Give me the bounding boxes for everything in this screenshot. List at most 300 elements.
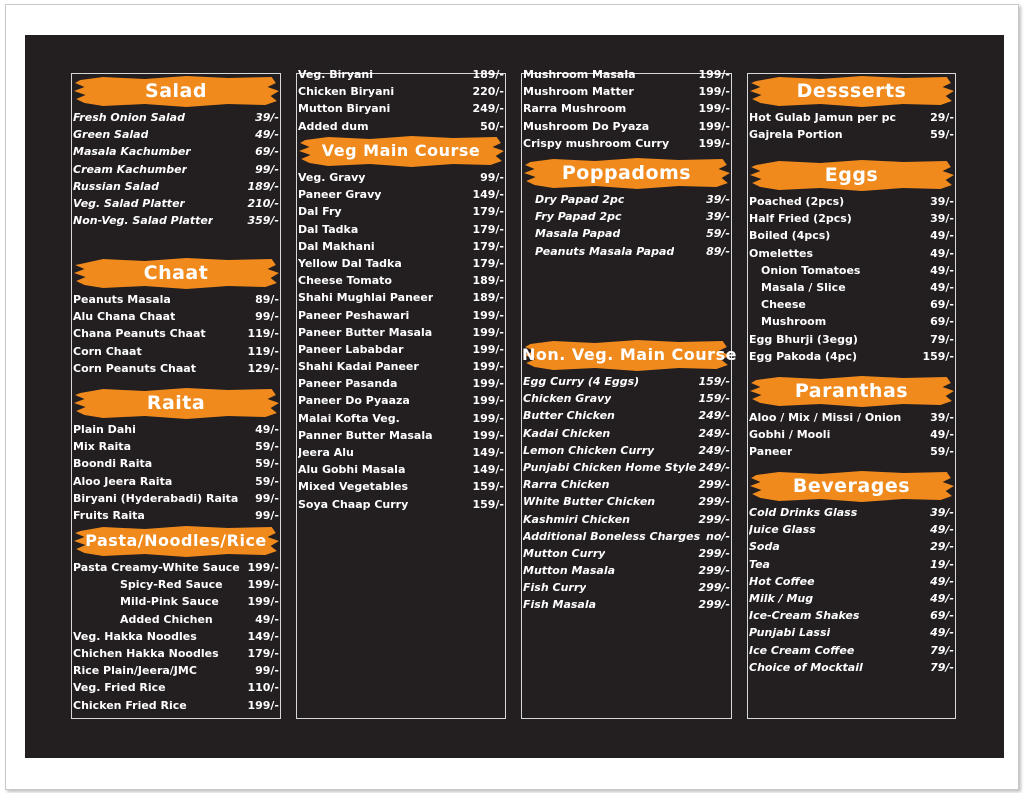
menu-item-list [522, 375, 731, 616]
menu-item-price: 99/- [255, 491, 279, 505]
section-title: Poppadoms [561, 162, 692, 184]
menu-item-price: 199/- [472, 342, 504, 356]
menu-item-price: 39/- [930, 195, 954, 208]
menu-item [522, 102, 731, 119]
menu-item-name: Boondi Raita [73, 457, 153, 471]
menu-item-price: 49/- [930, 428, 954, 442]
menu-item-name: Additional Boneless Charges [523, 529, 701, 543]
menu-item-name: Rarra Mushroom [523, 102, 627, 116]
menu-item [522, 137, 731, 154]
menu-item-list [522, 68, 731, 154]
menu-item-name: Crispy mushroom Curry [523, 136, 670, 150]
menu-item-name: Mix Raita [73, 440, 131, 454]
section-title: Beverages [792, 475, 911, 497]
menu-item-name: Cold Drinks Glass [749, 506, 858, 519]
menu-item [72, 647, 280, 664]
menu-item [72, 214, 280, 231]
menu-item-price: 59/- [255, 474, 279, 488]
menu-item-price: 110/- [247, 681, 279, 695]
menu-item [297, 326, 505, 343]
menu-item-name: Hot Coffee [749, 574, 815, 588]
menu-item-name: Chana Peanuts Chaat [73, 327, 206, 341]
section-title: Dessserts [796, 80, 907, 102]
menu-item [522, 478, 731, 495]
menu-item [72, 145, 280, 162]
menu-item [748, 411, 955, 428]
section-banner [748, 74, 955, 108]
menu-item-name: Ice-Cream Shakes [749, 609, 860, 623]
menu-item-name: Gobhi / Mooli [749, 428, 831, 442]
menu-item [748, 540, 955, 557]
menu-item-name: Fish Masala [523, 598, 597, 612]
menu-item [72, 492, 280, 509]
menu-item [72, 613, 280, 630]
menu-item [748, 575, 955, 592]
section-banner [522, 338, 737, 372]
menu-item-name: Dal Tadka [298, 222, 359, 236]
menu-item-price: 49/- [930, 626, 954, 640]
menu-item [297, 68, 505, 85]
menu-item-name: Veg. Gravy [298, 171, 366, 184]
menu-item [72, 440, 280, 457]
menu-item-price: 29/- [930, 540, 954, 554]
menu-item-price: 199/- [472, 411, 504, 425]
menu-item-list [72, 293, 280, 379]
section-banner [72, 256, 280, 290]
menu-item [72, 457, 280, 474]
menu-item-name: Butter Chicken [523, 409, 615, 423]
menu-item [297, 309, 505, 326]
menu-item [522, 547, 731, 564]
menu-item-price: 69/- [930, 298, 954, 312]
menu-item-price: 49/- [255, 612, 279, 626]
menu-item [72, 111, 280, 128]
menu-item-price: 89/- [706, 244, 730, 258]
menu-item [522, 581, 731, 598]
menu-column-2 [296, 68, 506, 719]
menu-item [748, 523, 955, 540]
menu-item-name: Alu Gobhi Masala [298, 463, 406, 477]
menu-item [297, 240, 505, 257]
menu-item-list [748, 111, 955, 145]
menu-item-price: 210/- [247, 196, 279, 210]
menu-item-name: Aloo / Mix / Missi / Onion [749, 411, 902, 424]
menu-item-name: Hot Gulab Jamun per pc [749, 111, 897, 124]
menu-item-price: 189/- [247, 179, 279, 193]
menu-item-name: Mushroom [761, 315, 827, 329]
section-banner [72, 524, 280, 558]
menu-section [748, 74, 955, 145]
menu-item-price: 159/- [472, 480, 504, 494]
menu-item-price: 299/- [698, 512, 730, 526]
section-title: Pasta/Noodles/Rice [85, 531, 267, 550]
menu-item-name: Chicken Gravy [523, 392, 612, 406]
menu-item-name: Chichen Hakka Noodles [73, 646, 219, 660]
menu-item [297, 360, 505, 377]
menu-item [297, 291, 505, 308]
menu-item-price: 149/- [472, 463, 504, 477]
menu-section [748, 374, 955, 463]
menu-item-price: 59/- [255, 457, 279, 471]
menu-item-name: Peanuts Masala [73, 293, 171, 306]
menu-item [72, 681, 280, 698]
menu-item-price: 49/- [930, 574, 954, 588]
menu-item [297, 205, 505, 222]
menu-item [522, 495, 731, 512]
section-banner [72, 74, 280, 108]
menu-item-price: 199/- [472, 394, 504, 408]
menu-item [522, 193, 731, 210]
menu-item-price: 249/- [698, 426, 730, 440]
menu-item-price: 199/- [247, 595, 279, 609]
menu-item-name: Dal Makhani [298, 239, 375, 253]
menu-item-name: Omelettes [749, 246, 814, 260]
menu-item-price: 79/- [930, 660, 954, 674]
menu-item-price: 189/- [472, 291, 504, 305]
menu-item [72, 561, 280, 578]
menu-item-price: 199/- [247, 578, 279, 592]
menu-item-price: 159/- [922, 349, 954, 363]
menu-item-name: Dry Papad 2pc [535, 193, 625, 206]
menu-item [748, 247, 955, 264]
menu-item-name: Kashmiri Chicken [523, 512, 630, 526]
menu-item [72, 345, 280, 362]
menu-item [297, 480, 505, 497]
menu-item [297, 412, 505, 429]
menu-item-list [522, 193, 731, 262]
menu-item-price: 49/- [930, 591, 954, 605]
menu-item-price: 179/- [472, 256, 504, 270]
menu-item-price: 249/- [698, 443, 730, 457]
menu-item [748, 264, 955, 281]
menu-item-price: 149/- [472, 188, 504, 202]
menu-item [72, 475, 280, 492]
menu-item-name: Fresh Onion Salad [73, 111, 185, 124]
menu-item-name: Onion Tomatoes [761, 263, 861, 277]
menu-item-name: Paneer Butter Masala [298, 325, 433, 339]
menu-item-name: Mushroom Matter [523, 85, 634, 99]
menu-item-price: 149/- [247, 629, 279, 643]
menu-item-price: 220/- [472, 85, 504, 99]
menu-item [522, 120, 731, 137]
menu-item-price: 50/- [480, 119, 504, 133]
menu-item [748, 315, 955, 332]
menu-item-price: 79/- [930, 332, 954, 346]
menu-item [522, 227, 731, 244]
menu-item-price: 39/- [255, 111, 279, 124]
menu-item-name: Peanuts Masala Papad [535, 244, 675, 258]
menu-item-name: Rarra Chicken [523, 478, 610, 492]
menu-item [748, 128, 955, 145]
menu-item [72, 163, 280, 180]
section-title: Veg Main Course [321, 141, 481, 160]
menu-item [72, 180, 280, 197]
menu-item-price: 39/- [930, 411, 954, 424]
menu-item-name: Non-Veg. Salad Platter [73, 214, 214, 228]
menu-item-name: Shahi Kadai Paneer [298, 360, 419, 374]
menu-item-list [72, 561, 280, 716]
menu-item-price: 199/- [472, 377, 504, 391]
menu-item-price: 199/- [698, 68, 730, 81]
menu-item [72, 664, 280, 681]
menu-item-price: 199/- [698, 85, 730, 99]
menu-item-name: Egg Pakoda (4pc) [749, 349, 858, 363]
menu-item-name: Paneer Lababdar [298, 342, 404, 356]
menu-item-price: 189/- [472, 274, 504, 288]
menu-item-price: 29/- [930, 111, 954, 124]
menu-item [297, 343, 505, 360]
menu-item-price: 49/- [930, 246, 954, 260]
menu-item [72, 293, 280, 310]
menu-item-name: Russian Salad [73, 179, 160, 193]
menu-item-name: Milk / Mug [749, 591, 814, 605]
menu-item-name: Veg. Fried Rice [73, 681, 166, 695]
menu-item-price: 99/- [255, 310, 279, 324]
menu-item-price: 299/- [698, 495, 730, 509]
menu-item-price: 69/- [930, 315, 954, 329]
menu-item-price: 199/- [472, 360, 504, 374]
menu-item-price: 99/- [255, 162, 279, 176]
menu-item [748, 592, 955, 609]
menu-item-name: Chicken Fried Rice [73, 698, 187, 712]
menu-item [72, 197, 280, 214]
menu-item-name: Cheese Tomato [298, 274, 392, 288]
menu-item [297, 257, 505, 274]
section-title: Paranthas [794, 380, 909, 402]
menu-item-price: 299/- [698, 581, 730, 595]
menu-item-price: 199/- [472, 325, 504, 339]
menu-item-price: 249/- [472, 102, 504, 116]
menu-item-price: 199/- [472, 428, 504, 442]
menu-item-name: White Butter Chicken [523, 495, 656, 509]
menu-item-name: Masala Kachumber [73, 145, 191, 159]
section-banner [748, 374, 955, 408]
menu-item-name: Fruits Raita [73, 508, 145, 522]
menu-item-price: 99/- [255, 508, 279, 522]
menu-item [522, 85, 731, 102]
menu-item-price: 179/- [247, 646, 279, 660]
menu-item [72, 595, 280, 612]
menu-item-name: Mushroom Masala [523, 68, 636, 81]
section-banner [748, 158, 955, 192]
menu-section [72, 74, 280, 231]
menu-item [72, 362, 280, 379]
menu-item [72, 699, 280, 716]
menu-item-name: Poached (2pcs) [749, 195, 845, 208]
menu-item [522, 461, 731, 478]
menu-item-price: 189/- [472, 68, 504, 81]
menu-item [748, 506, 955, 523]
menu-item-price: 99/- [480, 171, 504, 184]
menu-item [522, 530, 731, 547]
menu-item-name: Paneer Pasanda [298, 377, 398, 391]
menu-section [522, 68, 731, 154]
menu-item [297, 274, 505, 291]
menu-item [72, 578, 280, 595]
menu-item-list [297, 68, 505, 137]
menu-item [297, 102, 505, 119]
menu-item-price: 359/- [247, 214, 279, 228]
menu-item-name: Paneer Do Pyaaza [298, 394, 410, 408]
menu-item-price: 299/- [698, 598, 730, 612]
menu-column-3 [521, 68, 737, 719]
menu-item-list [748, 411, 955, 463]
menu-section [522, 156, 731, 262]
menu-item-name: Soda [749, 540, 780, 554]
menu-item [297, 394, 505, 411]
menu-item-name: Rice Plain/Jeera/JMC [73, 664, 197, 678]
menu-item-name: Paneer [749, 445, 793, 459]
menu-item [748, 195, 955, 212]
section-banner [748, 469, 955, 503]
menu-item [522, 68, 731, 85]
menu-item-name: Lemon Chicken Curry [523, 443, 655, 457]
menu-item [748, 609, 955, 626]
menu-item-name: Cheese [761, 298, 806, 312]
menu-item-price: 199/- [698, 119, 730, 133]
menu-item-price: 39/- [706, 193, 730, 206]
menu-item-price: 49/- [930, 523, 954, 537]
menu-item-price: 249/- [698, 409, 730, 423]
menu-item [748, 428, 955, 445]
menu-item-name: Egg Bhurji (3egg) [749, 332, 858, 346]
menu-item-price: 39/- [930, 212, 954, 226]
menu-item [748, 111, 955, 128]
menu-item-name: Mutton Masala [523, 564, 616, 578]
menu-item-name: Boiled (4pcs) [749, 229, 831, 243]
menu-item-name: Veg. Biryani [298, 68, 374, 81]
menu-section [72, 524, 280, 716]
menu-section [522, 338, 737, 616]
menu-item-name: Veg. Salad Platter [73, 196, 185, 210]
menu-item-name: Biryani (Hyderabadi) Raita [73, 491, 239, 505]
menu-item-price: 69/- [255, 145, 279, 159]
menu-item [297, 446, 505, 463]
menu-item [748, 350, 955, 367]
menu-item-list [72, 423, 280, 526]
menu-item [748, 558, 955, 575]
menu-item [72, 423, 280, 440]
menu-item-price: 199/- [698, 136, 730, 150]
section-title: Raita [146, 392, 206, 414]
menu-item-price: 299/- [698, 564, 730, 578]
menu-item-price: 119/- [247, 344, 279, 358]
menu-item-price: 179/- [472, 205, 504, 219]
menu-section [297, 134, 505, 515]
menu-item-price: 159/- [698, 375, 730, 388]
menu-section [297, 68, 505, 137]
menu-item-price: 59/- [255, 440, 279, 454]
menu-item [297, 171, 505, 188]
menu-item-price: 39/- [930, 506, 954, 519]
menu-item [522, 564, 731, 581]
menu-item-name: Mild-Pink Sauce [120, 595, 219, 609]
menu-item-price: 19/- [930, 557, 954, 571]
menu-item [522, 245, 731, 262]
menu-item [72, 327, 280, 344]
menu-item-price: 299/- [698, 478, 730, 492]
menu-item [522, 427, 731, 444]
menu-item-price: 49/- [930, 280, 954, 294]
menu-item-name: Added dum [298, 119, 369, 133]
section-banner [297, 134, 505, 168]
menu-item-price: 59/- [930, 445, 954, 459]
menu-item-price: 49/- [930, 229, 954, 243]
menu-item [748, 661, 955, 678]
menu-item-name: Corn Chaat [73, 344, 142, 358]
menu-item-name: Corn Peanuts Chaat [73, 361, 196, 375]
section-title: Salad [145, 80, 207, 102]
menu-item-name: Fish Curry [523, 581, 587, 595]
menu-item-name: Fry Papad 2pc [535, 210, 622, 224]
menu-item-list [748, 195, 955, 367]
menu-item-price: 159/- [698, 392, 730, 406]
menu-item-price: no/- [706, 529, 730, 543]
menu-item [522, 210, 731, 227]
menu-item-name: Shahi Mughlai Paneer [298, 291, 434, 305]
menu-item [748, 445, 955, 462]
section-banner [72, 386, 280, 420]
menu-item-name: Aloo Jeera Raita [73, 474, 173, 488]
menu-item-price: 249/- [698, 460, 730, 474]
menu-item-name: Alu Chana Chaat [73, 310, 176, 324]
menu-item-name: Plain Dahi [73, 423, 136, 436]
menu-section [748, 158, 955, 367]
menu-item-name: Punjabi Lassi [749, 626, 831, 640]
menu-item-price: 59/- [930, 128, 954, 142]
menu-item [297, 498, 505, 515]
menu-item-name: Mutton Biryani [298, 102, 391, 116]
menu-item-price: 179/- [472, 239, 504, 253]
menu-item [748, 298, 955, 315]
menu-item [522, 409, 731, 426]
menu-item-name: Cream Kachumber [73, 162, 188, 176]
menu-item-price: 179/- [472, 222, 504, 236]
menu-item [72, 128, 280, 145]
menu-item-name: Dal Fry [298, 205, 342, 219]
menu-item-price: 199/- [698, 102, 730, 116]
menu-item-name: Panner Butter Masala [298, 428, 433, 442]
menu-item-name: Chicken Biryani [298, 85, 395, 99]
menu-item-price: 199/- [247, 561, 279, 574]
menu-item-name: Green Salad [73, 128, 149, 142]
menu-item-price: 119/- [247, 327, 279, 341]
menu-item-name: Ice Cream Coffee [749, 643, 855, 657]
menu-item-price: 59/- [706, 227, 730, 241]
menu-item [522, 392, 731, 409]
menu-item [297, 223, 505, 240]
menu-item-price: 79/- [930, 643, 954, 657]
menu-item-name: Kadai Chicken [523, 426, 611, 440]
menu-item-price: 89/- [255, 293, 279, 306]
menu-item-name: Masala Papad [535, 227, 621, 241]
menu-item-name: Soya Chaap Curry [298, 497, 409, 511]
menu-item-price: 159/- [472, 497, 504, 511]
menu-item-name: Masala / Slice [761, 280, 846, 294]
menu-item [522, 598, 731, 615]
menu-item [748, 626, 955, 643]
menu-item-price: 149/- [472, 446, 504, 459]
menu-section [72, 386, 280, 526]
menu-item-name: Tea [749, 557, 770, 571]
menu-item-price: 199/- [472, 308, 504, 322]
menu-item [748, 644, 955, 661]
menu-item [72, 310, 280, 327]
menu-item-name: Half Fried (2pcs) [749, 212, 852, 226]
menu-item-price: 99/- [255, 664, 279, 678]
menu-item-name: Spicy-Red Sauce [120, 578, 223, 592]
menu-item-name: Egg Curry (4 Eggs) [523, 375, 640, 388]
